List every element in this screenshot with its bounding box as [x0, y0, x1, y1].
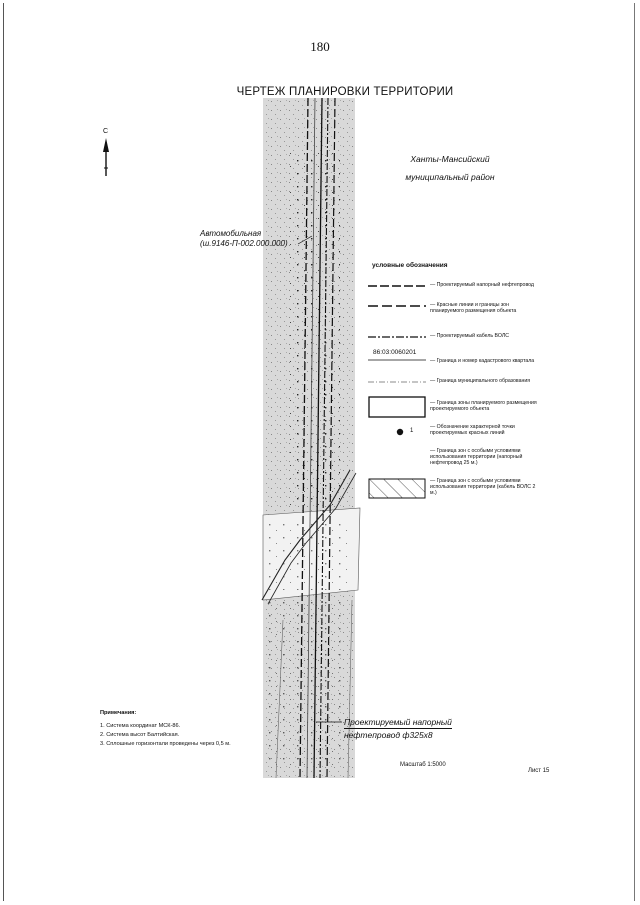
- legend-title: условные обозначения: [372, 262, 448, 269]
- road-line-1: Автомобильная: [200, 229, 262, 238]
- cadastral-number: 86:03:0060201: [373, 349, 417, 356]
- zone-rectangle-icon: [368, 396, 428, 420]
- cadastral-symbol-icon: [368, 358, 428, 366]
- pipeline-label-line-1: Проектируемый напорный: [344, 717, 452, 727]
- note-item: 1. Система координат МСК-86.: [100, 723, 181, 729]
- vols-symbol-icon: [368, 333, 428, 341]
- region-line-1: Ханты-Мансийский: [410, 154, 490, 164]
- road-label: [200, 229, 288, 249]
- north-letter: С: [103, 128, 109, 135]
- region-line-2: муниципальный район: [405, 172, 495, 182]
- pipeline-label: [344, 716, 452, 741]
- legend: условные обозначения — Проектируемый напорный нефтепровод — Красные линии и границы зон планируемого размещения объекта — Проектируемый кабель ВОЛС 86:03:0060201 — Граница и номер кадастрового квартала — Граница муниципального образования — Граница зоны планируемого размещения проектируемого объекта 1 — Обозначение характерной точки проектируемых красных линий — Граница зон с особыми условиями использования территории (напорный нефтепровод 25 м.) — Граница зон с особыми условиями использования территории (кабель ВОЛС 2 м.): [368, 262, 538, 269]
- pipeline-symbol-icon: [368, 282, 428, 290]
- page-number: 180: [310, 39, 330, 54]
- point-number: 1: [410, 428, 414, 434]
- municipal-border-symbol-icon: [368, 378, 428, 386]
- characteristic-point-icon: [368, 424, 428, 438]
- notes: [100, 709, 231, 749]
- pipeline-label-line-2: нефтепровод ф325х8: [344, 730, 433, 740]
- sheet-number: Лист 15: [528, 768, 550, 774]
- scale-label: Масштаб 1:5000: [400, 762, 446, 768]
- road-line-2: (ш.9146-П-002.000.000): [200, 239, 288, 248]
- page-title: ЧЕРТЕЖ ПЛАНИРОВКИ ТЕРРИТОРИИ: [236, 86, 454, 98]
- red-line-symbol-icon: [368, 302, 428, 310]
- note-item: 3. Сплошные горизонтали проведены через 0,5 м.: [100, 741, 231, 747]
- hatched-zone-icon: [368, 478, 428, 500]
- region-label: [390, 150, 510, 186]
- notes-title: Примечания:: [100, 710, 137, 716]
- note-item: 2. Система высот Балтийская.: [100, 732, 180, 738]
